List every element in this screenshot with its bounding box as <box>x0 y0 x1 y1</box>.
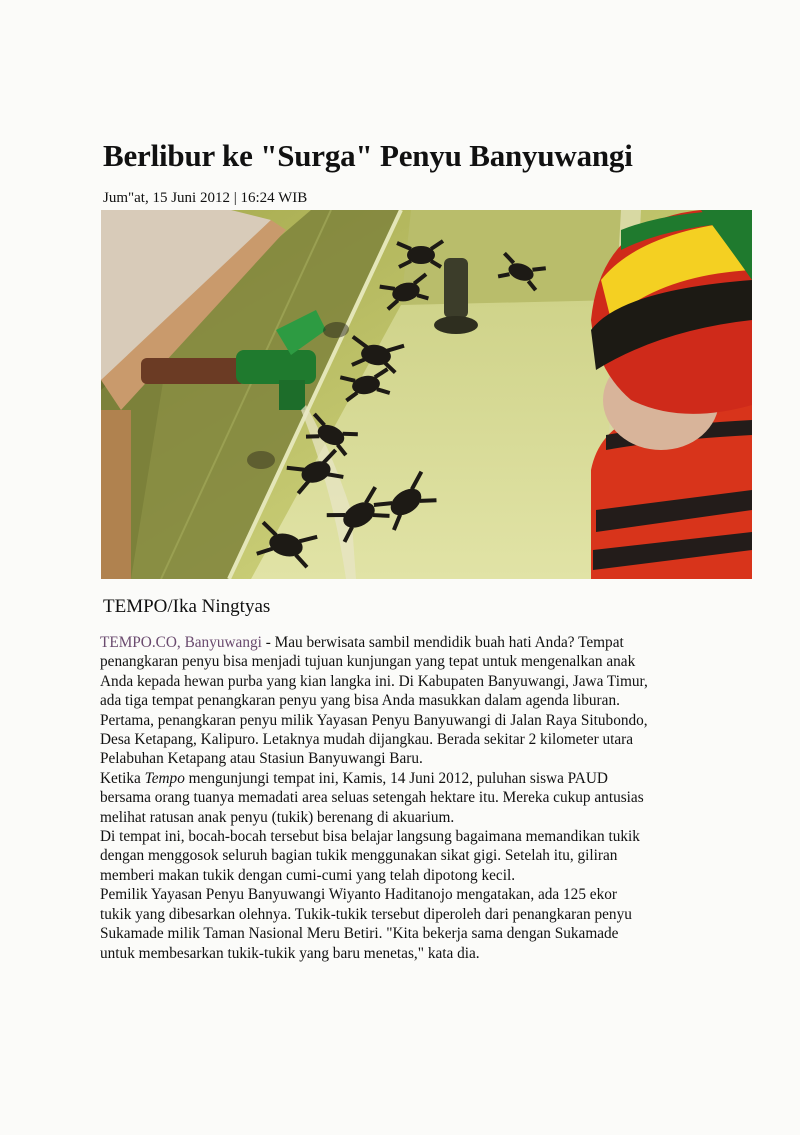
article-line: Ketika Tempo mengunjungi tempat ini, Kamis, 14 Juni 2012, puluhan siswa PAUD <box>100 769 608 787</box>
article-line: bersama orang tuanya memadati area seluas setengah hektare itu. Mereka cukup antusias <box>100 789 644 807</box>
article-line: TEMPO.CO, Banyuwangi - Mau berwisata sambil mendidik buah hati Anda? Tempat <box>100 634 624 651</box>
article-line: melihat ratusan anak penyu (tukik) berenang di akuarium. <box>100 808 455 826</box>
article-line: Pertama, penangkaran penyu milik Yayasan Penyu Banyuwangi di Jalan Raya Situbondo, <box>100 711 648 729</box>
article-line: Di tempat ini, bocah-bocah tersebut bisa belajar langsung bagaimana memandikan tukik <box>100 828 640 846</box>
article-line: Pelabuhan Ketapang atau Stasiun Banyuwangi Baru. <box>100 750 423 768</box>
article-line: Pemilik Yayasan Penyu Banyuwangi Wiyanto Haditanojo mengatakan, ada 125 ekor <box>100 886 617 904</box>
article-body <box>100 633 720 963</box>
article-line: memberi makan tukik dengan cumi-cumi yang telah dipotong kecil. <box>100 866 516 884</box>
source-link[interactable]: TEMPO.CO, Banyuwangi <box>100 634 262 651</box>
article-line: Desa Ketapang, Kalipuro. Letaknya mudah dijangkau. Berada sekitar 2 kilometer utara <box>100 731 634 749</box>
article-line: untuk membesarkan tukik-tukik yang baru menetas," kata dia. <box>100 944 480 962</box>
article-line: ada tiga tempat penangkaran penyu yang bisa Anda masukkan dalam agenda liburan. <box>100 692 620 710</box>
turtle-tank-illustration <box>101 210 752 579</box>
article-photo <box>101 210 752 579</box>
article-dateline: Jum"at, 15 Juni 2012 | 16:24 WIB <box>103 190 308 206</box>
article-line: dengan menggosok seluruh bagian tukik menggunakan sikat gigi. Setelah itu, giliran <box>100 847 618 865</box>
photo-credit: TEMPO/Ika Ningtyas <box>103 596 271 617</box>
article-line: penangkaran penyu bisa menjadi tujuan kunjungan yang tepat untuk mengenalkan anak <box>100 653 636 671</box>
article-title: Berlibur ke "Surga" Penyu Banyuwangi <box>103 138 633 173</box>
article-line: Sukamade milik Taman Nasional Meru Betiri. "Kita bekerja sama dengan Sukamade <box>100 925 619 943</box>
tempo-italic: Tempo <box>144 769 185 787</box>
article-line: tukik yang dibesarkan olehnya. Tukik-tukik tersebut diperoleh dari penangkaran penyu <box>100 905 632 923</box>
article-line: Anda kepada hewan purba yang kian langka ini. Di Kabupaten Banyuwangi, Jawa Timur, <box>100 672 648 690</box>
